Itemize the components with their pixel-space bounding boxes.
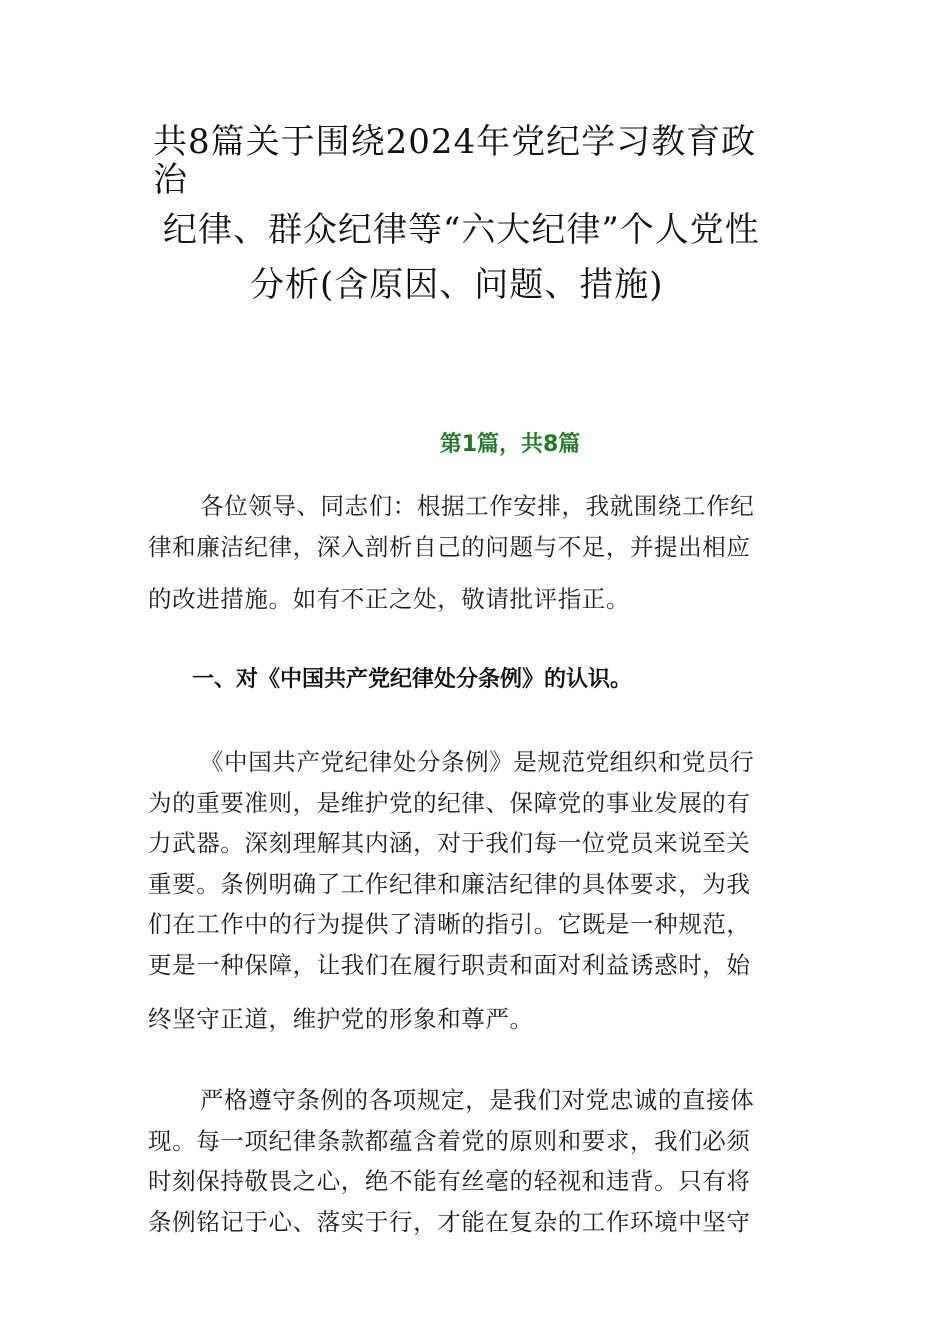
document-title-line-1: 共8篇关于围绕2024年党纪学习教育政 [153,122,757,162]
document-title-line-2: 治 [153,160,188,200]
intro-paragraph [148,486,808,613]
section-heading-1: 一、对《中国共产党纪律处分条例》的认识。 [192,667,633,692]
text-line: 严格遵守条例的各项规定，是我们对党忠诚的直接体 [200,1086,755,1114]
paragraph-regulations [148,742,808,1033]
section-label: 第1篇，共8篇 [439,432,581,457]
text-line: 各位领导、同志们：根据工作安排，我就围绕工作纪 [200,492,755,520]
document-title-line-3: 纪律、群众纪律等“六大纪律”个人党性 [163,210,760,250]
text-line: 的改进措施。如有不正之处，敬请批评指正。 [148,585,630,613]
text-line: 终坚守正道，维护党的形象和尊严。 [148,1005,534,1033]
paragraph-compliance [148,1080,808,1242]
text-line: 条例铭记于心、落实于行，才能在复杂的工作环境中坚守 [148,1207,751,1236]
text-line: 《中国共产党纪律处分条例》是规范党组织和党员行 [200,748,755,776]
text-line: 时刻保持敬畏之心，绝不能有丝毫的轻视和违背。只有将 [148,1167,751,1195]
text-line: 律和廉洁纪律，深入剖析自己的问题与不足，并提出相应 [148,532,751,561]
text-line: 现。每一项纪律条款都蕴含着党的原则和要求，我们必须 [148,1126,751,1155]
text-line: 们在工作中的行为提供了清晰的指引。它既是一种规范， [148,910,751,938]
text-line: 重要。条例明确了工作纪律和廉洁纪律的具体要求，为我 [148,869,751,898]
text-line: 力武器。深刻理解其内涵，对于我们每一位党员来说至关 [148,829,751,857]
text-line: 为的重要准则，是维护党的纪律、保障党的事业发展的有 [148,788,751,817]
document-title-line-4: 分析(含原因、问题、措施) [250,265,664,305]
text-line: 更是一种保障，让我们在履行职责和面对利益诱惑时，始 [148,950,751,979]
